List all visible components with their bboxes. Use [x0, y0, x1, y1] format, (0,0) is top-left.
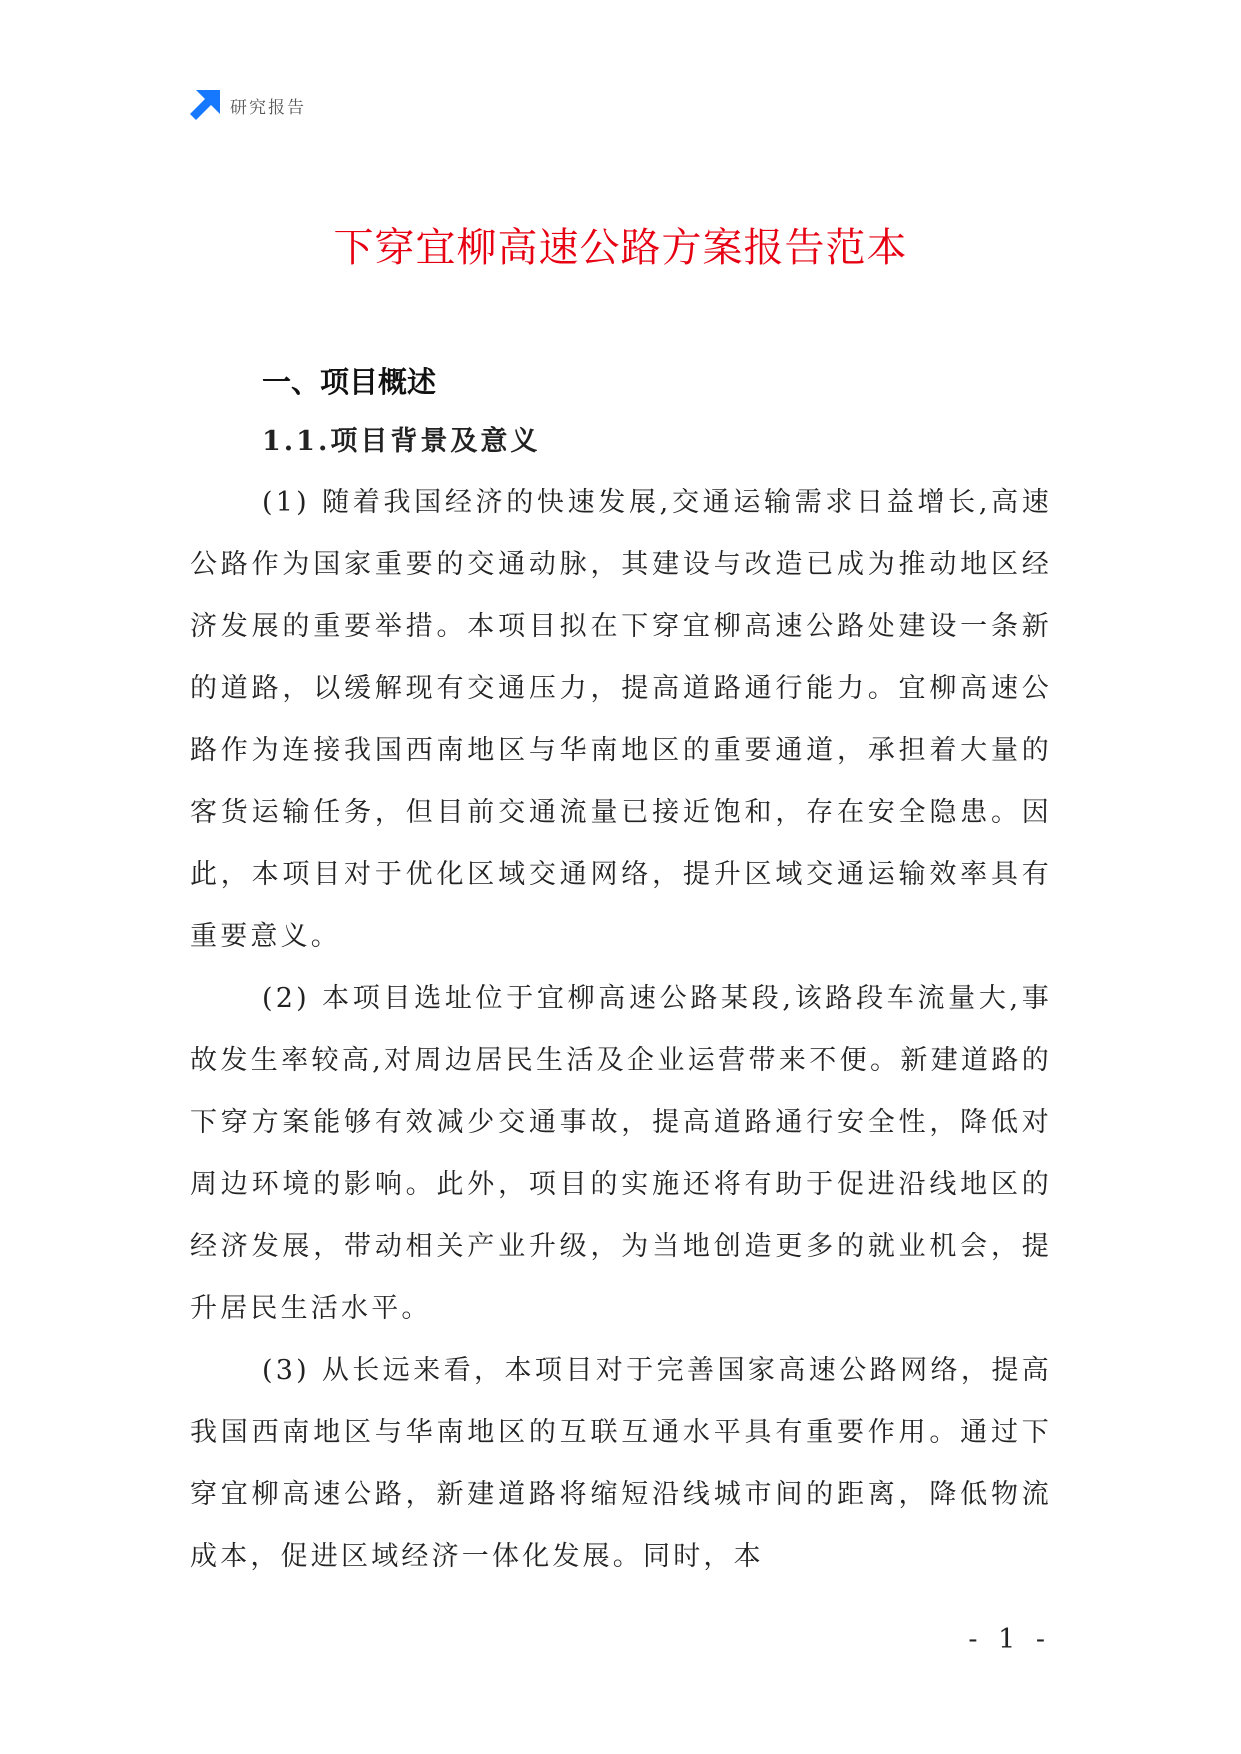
- page-number: - 1 -: [968, 1624, 1051, 1655]
- section-heading: 一、项目概述: [262, 365, 437, 399]
- report-logo-icon: [190, 90, 220, 120]
- document-title: 下穿宜柳高速公路方案报告范本: [333, 225, 908, 271]
- header-label: 研究报告: [230, 97, 306, 118]
- sub-heading: 1.1.项目背景及意义: [262, 426, 541, 457]
- paragraph-2: (2) 本项目选址位于宜柳高速公路某段,该路段车流量大,事故发生率较高,对周边居民生活及企业运营带来不便。新建道路的下穿方案能够有效减少交通事故，提高道路通行安全性，降低对周边环境的影响。此外，项目的实施还将有助于促进沿线地区的经济发展，带动相关产业升级，为当地创造更多的就业机会，提升居民生活水平。: [190, 983, 1052, 1324]
- page-header: [190, 88, 306, 122]
- paragraph-1: (1) 随着我国经济的快速发展,交通运输需求日益增长,高速公路作为国家重要的交通动脉，其建设与改造已成为推动地区经济发展的重要举措。本项目拟在下穿宜柳高速公路处建设一条新的道路，以缓解现有交通压力，提高道路通行能力。宜柳高速公路作为连接我国西南地区与华南地区的重要通道，承担着大量的客货运输任务，但目前交通流量已接近饱和，存在安全隐患。因此，本项目对于优化区域交通网络，提升区域交通运输效率具有重要意义。: [190, 487, 1052, 952]
- document-body: [190, 352, 1052, 1588]
- paragraph-3: (3) 从长远来看，本项目对于完善国家高速公路网络，提高我国西南地区与华南地区的互联互通水平具有重要作用。通过下穿宜柳高速公路，新建道路将缩短沿线城市间的距离，降低物流成本，促进区域经济一体化发展。同时，本: [190, 1355, 1052, 1572]
